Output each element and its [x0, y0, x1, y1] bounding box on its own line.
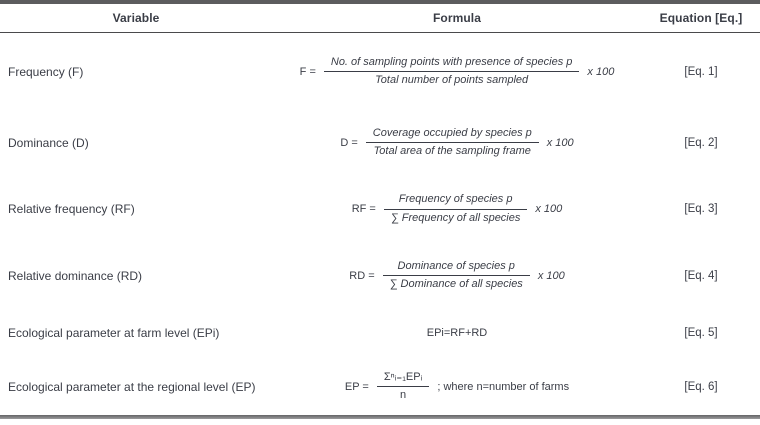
formula-suffix: ; where n=number of farms	[437, 380, 570, 393]
table-body	[0, 33, 760, 415]
table-row	[0, 110, 760, 175]
formula-cell	[272, 54, 642, 89]
formula-lhs: RD =	[349, 269, 375, 282]
variable-label: Relative dominance (RD)	[8, 268, 143, 283]
variable-label: Dominance (D)	[8, 135, 89, 150]
fraction-numerator: Σⁿᵢ₌₁EPᵢ	[377, 369, 429, 387]
variable-label: Ecological parameter at the regional level (EP)	[8, 379, 256, 394]
formula-lhs: RF =	[351, 203, 376, 215]
fraction	[324, 54, 580, 89]
formula-suffix: x 100	[535, 203, 563, 215]
table-row	[0, 243, 760, 308]
formula-lhs: D =	[340, 136, 358, 149]
fraction	[383, 258, 530, 293]
fraction-denominator: ∑ Dominance of all species	[389, 278, 523, 290]
equation-label: [Eq. 2]	[684, 136, 718, 149]
fraction-numerator: Frequency of species p	[384, 191, 528, 209]
table-header-row	[0, 4, 760, 33]
formula-cell	[272, 327, 642, 339]
variable-label: Frequency (F)	[8, 64, 84, 79]
formula-cell	[272, 258, 642, 293]
fraction-numerator: Dominance of species p	[383, 258, 530, 276]
equation-label: [Eq. 5]	[684, 327, 718, 339]
formula-cell	[272, 125, 642, 160]
fraction-denominator: n	[400, 389, 407, 401]
fraction-numerator: No. of sampling points with presence of species p	[324, 54, 580, 72]
equation-label: [Eq. 3]	[684, 203, 718, 215]
formula-lhs: F =	[299, 65, 316, 78]
table-row	[0, 308, 760, 358]
col-header-equation: Equation [Eq.]	[659, 11, 743, 25]
equation-label: [Eq. 1]	[684, 65, 718, 78]
table-row	[0, 33, 760, 110]
formula-cell	[272, 191, 642, 226]
table-row	[0, 358, 760, 415]
variable-label: Ecological parameter at farm level (EPi)	[8, 326, 220, 340]
table-row	[0, 175, 760, 243]
equation-label: [Eq. 6]	[684, 380, 718, 393]
formula-text: EPi=RF+RD	[426, 327, 488, 339]
equation-label: [Eq. 4]	[684, 269, 718, 282]
fraction-denominator: ∑ Frequency of all species	[390, 211, 521, 224]
formula-suffix: x 100	[546, 136, 574, 149]
formula-suffix: x 100	[587, 65, 615, 78]
col-header-variable: Variable	[112, 11, 160, 25]
formula-cell	[272, 369, 642, 404]
formula-lhs: EP =	[344, 380, 369, 393]
fraction	[366, 125, 539, 160]
fraction-denominator: Total number of points sampled	[375, 74, 529, 86]
fraction	[384, 191, 528, 226]
fraction-numerator: Coverage occupied by species p	[366, 125, 539, 143]
col-header-formula: Formula	[432, 11, 482, 25]
fraction-denominator: Total area of the sampling frame	[373, 145, 531, 157]
formula-suffix: x 100	[537, 269, 565, 282]
table-bottom-border	[0, 415, 760, 419]
fraction	[377, 369, 429, 404]
variable-label: Relative frequency (RF)	[8, 202, 135, 216]
